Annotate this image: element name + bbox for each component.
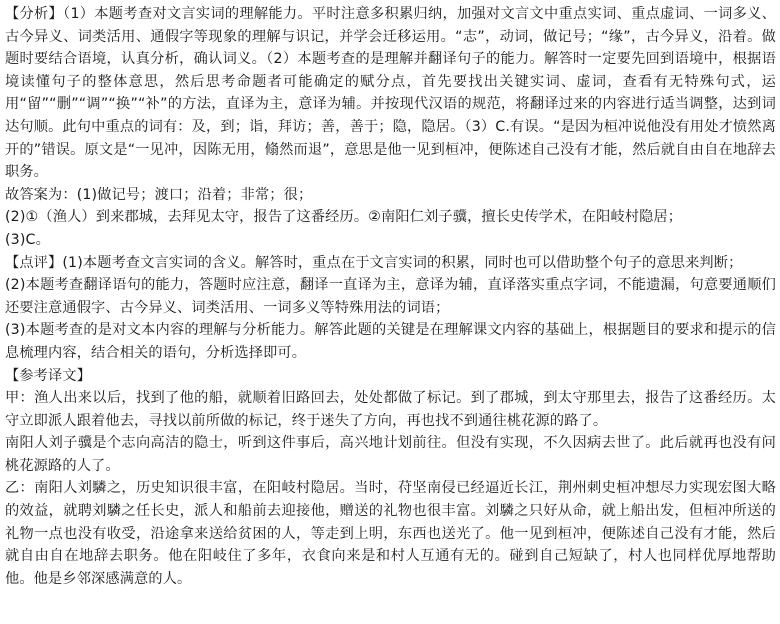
comment-item-2: (2)本题考查翻译语句的能力，答题时应注意，翻译一直译为主，意译为辅，直译落实重点字词，不能遗漏，句意要通顺们还要注意通假字、古今异义、词类活用、一词多义等特殊用法的词语； [5, 277, 776, 316]
answer-summary-line: 故答案为：(1)做记号；渡口；沿着；非常；很； [5, 186, 313, 203]
answer-item-2: (2)①（渔人）到来郡城，去拜见太守，报告了这番经历。②南阳仁刘子骥，擅长史传学术，在阳岐村隐居； [5, 209, 683, 226]
translation-yi: 乙：南阳人刘驎之，历史知识很丰富，在阳岐村隐居。当时，苻坚南侵已经逼近长江，荆州刺史桓冲想尽力实现宏图大略的效益，就聘刘驎之任长史，派人和船前去迎接他，赠送的礼物也很丰富。刘驎之只好从命，就上船出发，但桓冲所送的礼物一点也没有收受，沿途拿来送给贫困的人，等走到上明，东西也送光了。他一见到桓冲，便陈述自己没有才能，然后就自由自在地辞去职务。他在阳岐住了多年，衣食向来是和村人互通有无的。碰到自己短缺了，村人也同样优厚地帮助他。他是乡邻深感满意的人。 [5, 480, 776, 587]
comment-item-3: (3)本题考查的是对文本内容的理解与分析能力。解答此题的关键是在理解课文内容的基础上，根据题目的要求和提示的信息梳理内容，结合相关的语句，分析选择即可。 [5, 322, 776, 361]
analysis-paragraph: 【分析】（1）本题考查对文言实词的理解能力。平时注意多积累归纳，加强对文言文中重点实词、重点虚词、一词多义、古今异义、词类活用、通假字等现象的理解与识记，并学会迁移运用。“志”，动词，做记号；“缘”，古今异义，沿着。做题时要结合语境，认真分析，确认词义。（2）本题考查的是理解并翻译句子的能力。解答时一定要先回到语境中，根据语境读懂句子的整体意思，然后思考命题者可能确定的赋分点，首先要找出关键实词、虚词，查看有无特殊句式，运用“留”“删”“调”“换”“补”的方法，直译为主，意译为辅。并按现代汉语的规范，将翻译过来的内容进行适当调整，达到词达句顺。此句中重点的词有：及，到；诣，拜访；善，善于；隐，隐居。（3）C.有误。“是因为桓冲说他没有用处才愤然离开的”错误。原文是“一见冲，因陈无用，翛然而退”，意思是他一见到桓冲，便陈述自己没有才能，然后就自由自在地辞去职务。 [5, 6, 776, 181]
translation-liu-ziji: 南阳人刘子骥是个志向高洁的隐士，听到这件事后，高兴地计划前往。但没有实现，不久因病去世了。此后就再也没有问桃花源路的人了。 [5, 435, 776, 474]
comment-item-1: 【点评】(1)本题考查文言实词的含义。解答时，重点在于文言实词的积累，同时也可以借助整个句子的意思来判断； [5, 254, 743, 271]
translation-jia: 甲：渔人出来以后，找到了他的船，就顺着旧路回去，处处都做了标记。到了郡城，到太守那里去，报告了这番经历。太守立即派人跟着他去，寻找以前所做的标记，终于迷失了方向，再也找不到通往桃花源的路了。 [5, 390, 776, 429]
translation-heading: 【参考译文】 [5, 367, 92, 384]
answer-item-3: (3)C。 [5, 231, 50, 248]
